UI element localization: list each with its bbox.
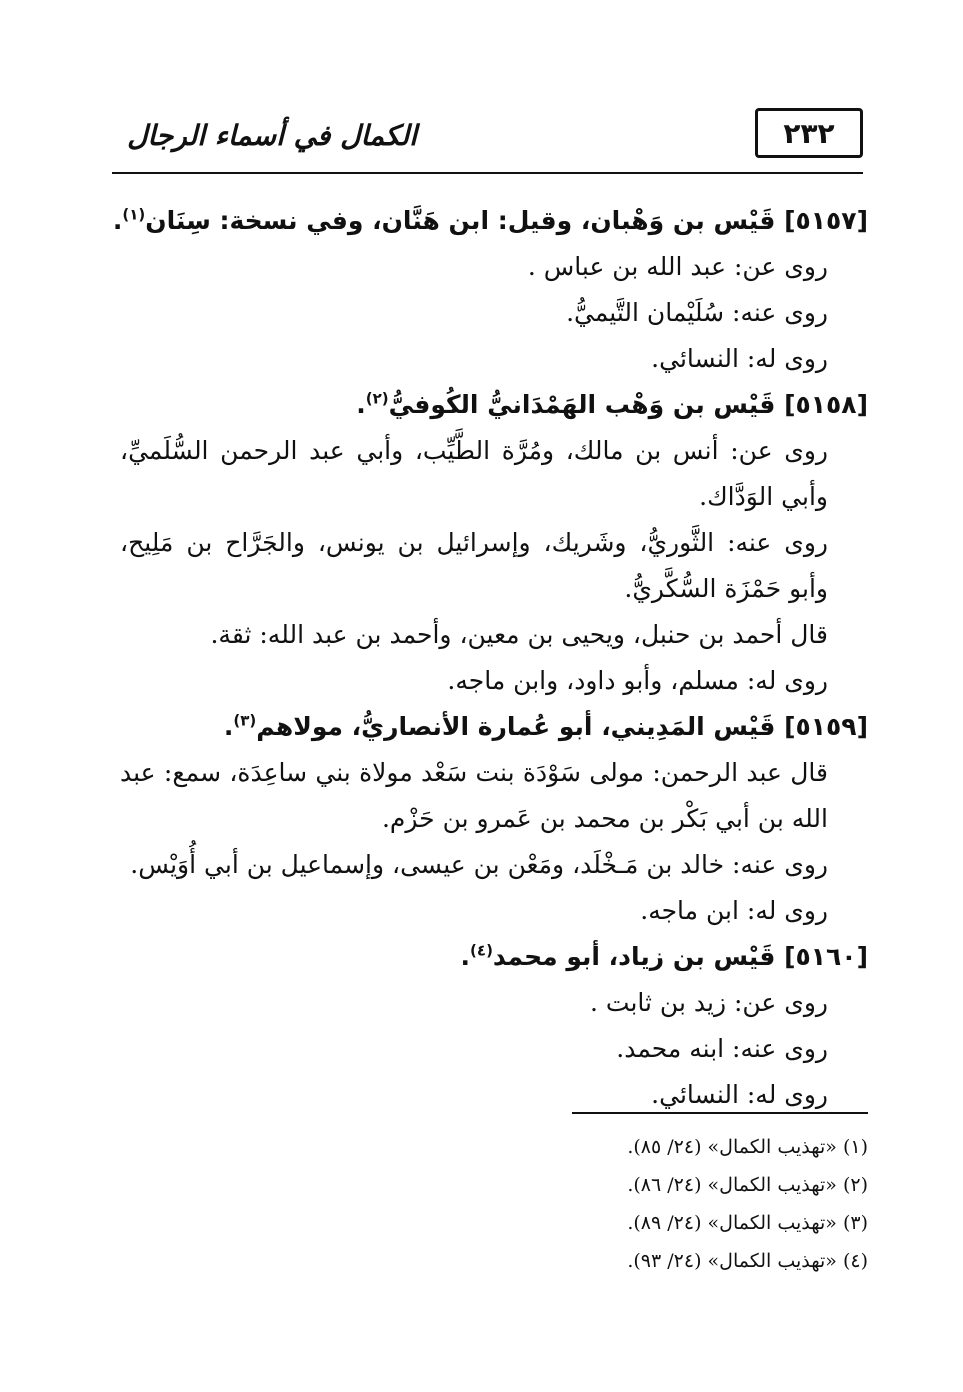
page-header xyxy=(112,108,863,176)
narration-line: روى عن: أنس بن مالك، ومُرَّة الطَّيِّب، وأبي عبد الرحمن السُّلَميِّ، وأبي الوَدَّاك. xyxy=(120,436,828,511)
footnote: (١) «تهذيب الكمال» (٢٤/ ٨٥). xyxy=(627,1136,868,1158)
footnotes xyxy=(468,1128,868,1280)
entry-title: قَيْس بن وَهْبان، وقيل: ابن هَنَّان، وفي نسخة: سِنَان xyxy=(145,206,776,235)
entry-heading xyxy=(112,198,868,244)
footnote-ref[interactable]: (٢) xyxy=(365,389,389,408)
narration-line: روى عنه: الثَّوريُّ، وشَريك، وإسرائيل بن يونس، والجَرَّاح بن مَلِيح، وأبو حَمْزَة السُّكَّريُّ. xyxy=(120,528,828,603)
page-number-box: ٢٣٢ xyxy=(755,108,863,158)
narration-line: قال أحمد بن حنبل، ويحيى بن معين، وأحمد بن عبد الله: ثقة. xyxy=(210,620,828,649)
narration-line: روى عنه: خالد بن مَـخْلَد، ومَعْن بن عيسى، وإسماعيل بن أبي أُوَيْس. xyxy=(130,850,828,879)
entry-heading xyxy=(120,704,868,750)
narration-line: روى عن: عبد الله بن عباس . xyxy=(527,252,828,281)
entry-number: [٥١٥٧] xyxy=(784,206,868,235)
book-title: الكمال في أسماء الرجال xyxy=(127,119,417,152)
entry-number: [٥١٥٩] xyxy=(784,712,868,741)
entry-title: قَيْس بن وَهْب الهَمْدَانيُّ الكُوفيُّ xyxy=(388,390,776,419)
footnote-ref[interactable]: (١) xyxy=(122,205,146,224)
entry-end: . xyxy=(112,206,123,235)
narration-line: روى عنه: ابنه محمد. xyxy=(616,1034,828,1063)
entry-title: قَيْس المَدِيني، أبو عُمارة الأنصاريُّ، مولاهم xyxy=(256,712,776,741)
entry-heading xyxy=(120,934,868,980)
entry-heading xyxy=(120,382,868,428)
narration-line: روى عنه: سُلَيْمان التَّيميُّ. xyxy=(566,298,828,327)
header-divider xyxy=(112,172,863,174)
narration-line: روى له: النسائي. xyxy=(651,344,828,373)
narration-line: روى له: مسلم، وأبو داود، وابن ماجه. xyxy=(447,666,828,695)
narration-line: روى له: النسائي. xyxy=(651,1080,828,1109)
footnote-ref[interactable]: (٤) xyxy=(470,941,493,960)
narration-line: روى له: ابن ماجه. xyxy=(640,896,828,925)
narration-line: قال عبد الرحمن: مولى سَوْدَة بنت سَعْد مولاة بني ساعِدَة، سمع: عبد الله بن أبي بَكْر بن محمد بن عَمرو بن حَزْم. xyxy=(120,758,828,833)
narration-line: روى عن: زيد بن ثابت . xyxy=(590,988,828,1017)
main-text xyxy=(112,198,868,1118)
footnote-divider xyxy=(572,1112,868,1114)
entry-number: [٥١٥٨] xyxy=(784,390,868,419)
footnote: (٢) «تهذيب الكمال» (٢٤/ ٨٦). xyxy=(627,1174,868,1196)
entry-end: . xyxy=(223,712,234,741)
entry-number: [٥١٦٠] xyxy=(784,942,868,971)
entry-title: قَيْس بن زياد، أبو محمد xyxy=(492,942,776,971)
entry-end: . xyxy=(356,390,366,419)
entry-end: . xyxy=(460,942,471,971)
footnote-ref[interactable]: (٣) xyxy=(233,711,257,730)
footnote: (٤) «تهذيب الكمال» (٢٤/ ٩٣). xyxy=(627,1250,868,1272)
footnote: (٣) «تهذيب الكمال» (٢٤/ ٨٩). xyxy=(627,1212,868,1234)
